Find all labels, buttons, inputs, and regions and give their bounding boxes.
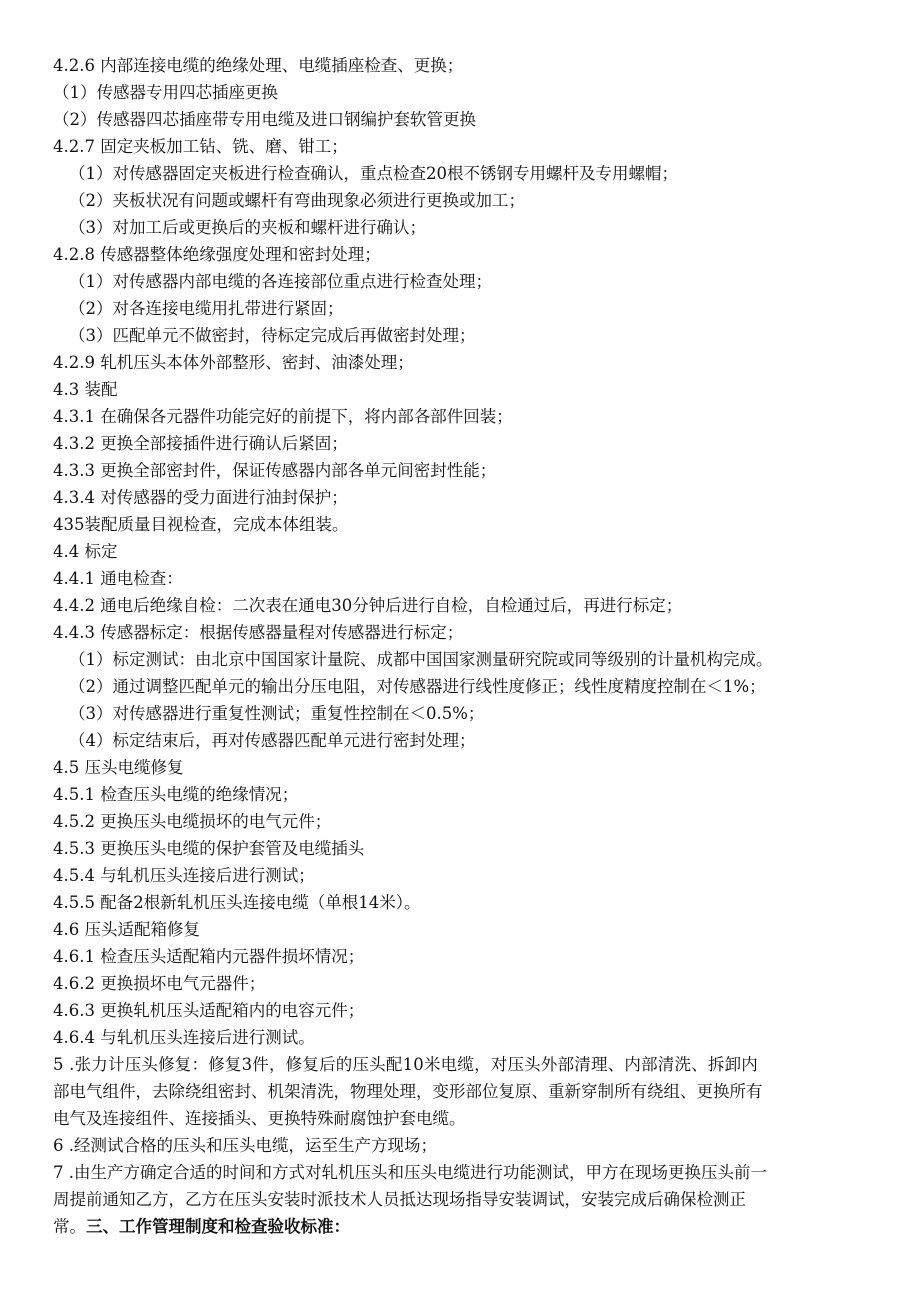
- section-4-6-3: 4.6.3 更换轧机压头适配箱内的电容元件；: [53, 1001, 365, 1020]
- list-item: （4）标定结束后，再对传感器匹配单元进行密封处理；: [69, 731, 476, 750]
- list-item: （1）对传感器固定夹板进行检查确认，重点检查20根不锈钢专用螺杆及专用螺帽；: [69, 164, 678, 183]
- paragraph-7-last-line: [53, 1213, 862, 1240]
- section-heading-4-4: 4.4 标定: [53, 542, 118, 561]
- section-4-2-7: 4.2.7 固定夹板加工钻、铣、磨、钳工；: [53, 137, 348, 156]
- paragraph-6-line: 6 .经测试合格的压头和压头电缆，运至生产方现场；: [53, 1136, 437, 1155]
- list-item: （2）传感器四芯插座带专用电缆及进口钢编护套软管更换: [53, 110, 476, 129]
- section-4-4-3: 4.4.3 传感器标定：根据传感器量程对传感器进行标定；: [53, 623, 464, 642]
- list-item: （1）标定测试：由北京中国国家计量院、成都中国国家测量研究院或同等级别的计量机构完成。: [69, 650, 773, 669]
- paragraph-5-line: 部电气组件，去除绕组密封、机架清洗，物理处理，变形部位复原、重新穿制所有绕组、更换所有: [53, 1082, 763, 1101]
- chapter-3-heading: 三、工作管理制度和检查验收标准：: [86, 1217, 350, 1236]
- section-4-6-4: 4.6.4 与轧机压头连接后进行测试。: [53, 1028, 315, 1047]
- section-4-5-5: 4.5.5 配备2根新轧机压头连接电缆（单根14米）。: [53, 893, 421, 912]
- list-item: （1）对传感器内部电缆的各连接部位重点进行检查处理；: [69, 272, 492, 291]
- section-4-3-1: 4.3.1 在确保各元器件功能完好的前提下，将内部各部件回装；: [53, 407, 513, 426]
- section-4-6-1: 4.6.1 检查压头适配箱内元器件损坏情况；: [53, 947, 365, 966]
- list-item: （3）对加工后或更换后的夹板和螺杆进行确认；: [69, 218, 426, 237]
- section-4-6-2: 4.6.2 更换损坏电气元器件；: [53, 974, 266, 993]
- section-4-3-2: 4.3.2 更换全部接插件进行确认后紧固；: [53, 434, 348, 453]
- list-item: （3）匹配单元不做密封，待标定完成后再做密封处理；: [69, 326, 476, 345]
- section-4-2-8: 4.2.8 传感器整体绝缘强度处理和密封处理；: [53, 245, 381, 264]
- list-item: （3）对传感器进行重复性测试；重复性控制在＜0.5%；: [69, 704, 485, 723]
- section-4-5-2: 4.5.2 更换压头电缆损坏的电气元件；: [53, 812, 332, 831]
- section-4-4-2: 4.4.2 通电后绝缘自检：二次表在通电30分钟后进行自检，自检通过后，再进行标定；: [53, 596, 683, 615]
- list-item: （2）夹板状况有问题或螺杆有弯曲现象必须进行更换或加工；: [69, 191, 525, 210]
- list-item: （2）通过调整匹配单元的输出分压电阻，对传感器进行线性度修正；线性度精度控制在＜1%；: [69, 677, 766, 696]
- section-4-3-3: 4.3.3 更换全部密封件，保证传感器内部各单元间密封性能；: [53, 461, 497, 480]
- section-heading-4-6: 4.6 压头适配箱修复: [53, 920, 200, 939]
- paragraph-7-line: 周提前通知乙方，乙方在压头安装时派技术人员抵达现场指导安装调试，安装完成后确保检测正: [53, 1190, 746, 1209]
- section-4-5-4: 4.5.4 与轧机压头连接后进行测试；: [53, 866, 315, 885]
- section-heading-4-3: 4.3 装配: [53, 380, 118, 399]
- list-item: （2）对各连接电缆用扎带进行紧固；: [69, 299, 344, 318]
- section-4-2-6: 4.2.6 内部连接电缆的绝缘处理、电缆插座检查、更换；: [53, 56, 464, 75]
- section-4-5-3: 4.5.3 更换压头电缆的保护套管及电缆插头: [53, 839, 365, 858]
- paragraph-7-line: 7 .由生产方确定合适的时间和方式对轧机压头和压头电缆进行功能测试，甲方在现场更换压头前一: [53, 1163, 767, 1182]
- paragraph-5-line: 电气及连接组件、连接插头、更换特殊耐腐蚀护套电缆。: [53, 1109, 466, 1128]
- section-4-3-4: 4.3.4 对传感器的受力面进行油封保护；: [53, 488, 348, 507]
- section-4-2-9: 4.2.9 轧机压头本体外部整形、密封、油漆处理；: [53, 353, 414, 372]
- section-4-4-1: 4.4.1 通电检查：: [53, 569, 183, 588]
- section-4-5-1: 4.5.1 检查压头电缆的绝缘情况；: [53, 785, 299, 804]
- section-heading-4-5: 4.5 压头电缆修复: [53, 758, 184, 777]
- paragraph-7-end-text: 常。: [53, 1217, 86, 1236]
- section-4-3-5: 435装配质量目视检查，完成本体组装。: [53, 515, 349, 534]
- list-item: （1）传感器专用四芯插座更换: [53, 83, 278, 102]
- paragraph-5-line: 5 .张力计压头修复：修复3件，修复后的压头配10米电缆，对压头外部清理、内部清洗、拆卸内: [53, 1055, 758, 1074]
